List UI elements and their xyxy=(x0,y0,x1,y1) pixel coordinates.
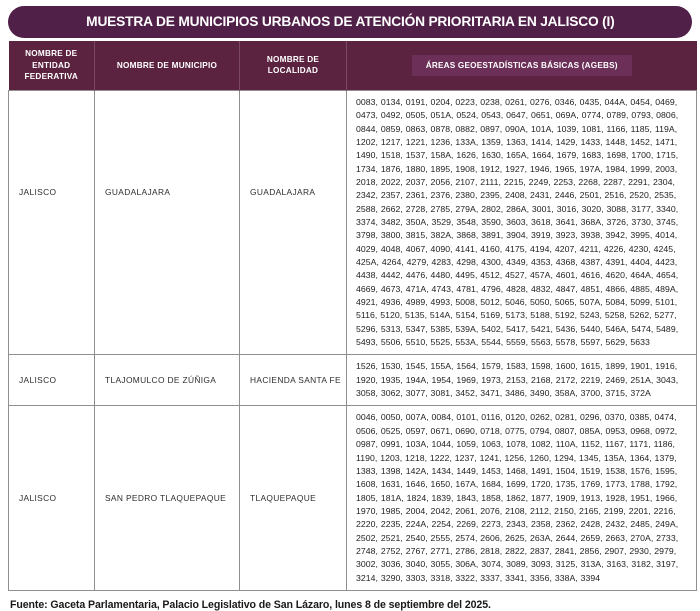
cell-localidad: GUADALAJARA xyxy=(240,90,347,355)
cell-agebs: 0083, 0134, 0191, 0204, 0223, 0238, 0261, 0276, 0346, 0435, 044A, 0454, 0469, 0473, 0492, 0505, 051A, 0524, 0543, 0647, 0651, 069A, 0774, 0789, 0793, 0806, 0844, 0859, 0863, 0878, 0882, 0897, 090A, 101A, 1039, 1081, 1166, 1185, 119A, 1202, 1217, 1221, 1236, 133A, 1359, 1363, 1414, 1429, 1433, 1448, 1452, 1471, 1490, 1518, 1537, 158A, 1626, 1630, 165A, 1664, 1679, 1683, 1698, 1700, 1715, 1734, 1876, 1880, 1895, 1908, 1912, 1927, 1946, 1965, 197A, 1984, 1999, 2003, 2018, 2022, 2037, 2056, 2107, 2111, 2215, 2249, 2253, 2268, 2287, 2291, 2304, 2342, 2357, 2361, 2376, 2380, 2395, 2408, 2431, 2446, 2501, 2516, 2520, 2535, 2588, 2662, 2728, 2785, 279A, 2802, 286A, 3001, 3016, 3020, 3088, 3177, 3340, 3374, 3482, 350A, 3529, 3548, 3590, 3603, 3618, 3641, 368A, 3726, 3730, 3745, 3798, 3800, 3815, 382A, 3868, 3891, 3904, 3919, 3923, 3938, 3942, 3995, 4014, 4029, 4048, 4067, 4090, 4141, 4160, 4175, 4194, 4207, 4211, 4226, 4230, 4245, 425A, 4264, 4279, 4283, 4298, 4300, 4349, 4353, 4368, 4387, 4391, 4404, 4423, 4438, 4442, 4476, 4480, 4495, 4512, 4527, 457A, 4601, 4616, 4620, 464A, 4654, 4669, 4673, 471A, 4743, 4781, 4796, 4828, 4832, 4847, 4851, 4866, 4885, 489A, 4921, 4936, 4989, 4993, 5008, 5012, 5046, 5050, 5065, 507A, 5084, 5099, 5101, 5116, 5120, 5135, 514A, 5154, 5169, 5173, 5188, 5192, 5243, 5258, 5262, 5277, 5296, 5313, 5347, 5385, 539A, 5402, 5417, 5421, 5436, 5440, 546A, 5474, 5489, 5493, 5506, 5510, 5525, 553A, 5544, 5559, 5563, 5578, 5597, 5629, 5633 xyxy=(347,90,697,355)
table-header xyxy=(9,41,697,90)
cell-localidad: TLAQUEPAQUE xyxy=(240,406,347,590)
cell-municipio: SAN PEDRO TLAQUEPAQUE xyxy=(95,406,240,590)
column-header-agebs-chip: ÁREAS GEOESTADÍSTICAS BÁSICAS (AGEBS) xyxy=(412,55,632,77)
table-row xyxy=(9,406,697,590)
cell-localidad: HACIENDA SANTA FE xyxy=(240,355,347,406)
cell-agebs: 0046, 0050, 007A, 0084, 0101, 0116, 0120, 0262, 0281, 0296, 0370, 0385, 0474, 0506, 0525, 0597, 0671, 0690, 0718, 0775, 0794, 0807, 085A, 0953, 0968, 0972, 0987, 0991, 103A, 1044, 1059, 1063, 1078, 1082, 110A, 1152, 1167, 1171, 1186, 1190, 1203, 1218, 1222, 1237, 1241, 1256, 1260, 1294, 1345, 135A, 1364, 1379, 1383, 1398, 142A, 1434, 1449, 1453, 1468, 1491, 1504, 1519, 1538, 1576, 1595, 1608, 1631, 1646, 1650, 167A, 1684, 1699, 1720, 1735, 1769, 1773, 1788, 1792, 1805, 181A, 1824, 1839, 1843, 1858, 1862, 1877, 1909, 1913, 1928, 1951, 1966, 1970, 1985, 2004, 2042, 2061, 2076, 2108, 2112, 2150, 2165, 2199, 2201, 2216, 2220, 2235, 224A, 2254, 2269, 2273, 2343, 2358, 2362, 2428, 2432, 2485, 249A, 2502, 2521, 2540, 2555, 2574, 2606, 2625, 263A, 2644, 2659, 2663, 270A, 2733, 2748, 2752, 2767, 2771, 2786, 2818, 2822, 2837, 2841, 2856, 2907, 2930, 2979, 3002, 3036, 3040, 3055, 306A, 3074, 3089, 3093, 3125, 313A, 3163, 3182, 3197, 3214, 3290, 3303, 3318, 3322, 3337, 3341, 3356, 338A, 3394 xyxy=(347,406,697,590)
cell-municipio: GUADALAJARA xyxy=(95,90,240,355)
cell-municipio: TLAJOMULCO DE ZÚÑIGA xyxy=(95,355,240,406)
source-footnote: Fuente: Gaceta Parlamentaria, Palacio Legislativo de San Lázaro, lunes 8 de septiembre del 2025. xyxy=(10,598,491,611)
column-header-municipio: NOMBRE DE MUNICIPIO xyxy=(95,41,240,90)
column-header-localidad: NOMBRE DE LOCALIDAD xyxy=(240,41,347,90)
cell-entidad: JALISCO xyxy=(9,90,95,355)
column-header-agebs xyxy=(347,41,697,90)
page-title: MUESTRA DE MUNICIPIOS URBANOS DE ATENCIÓN PRIORITARIA EN JALISCO (I) xyxy=(85,14,615,30)
cell-agebs: 1526, 1530, 1545, 155A, 1564, 1579, 1583, 1598, 1600, 1615, 1899, 1901, 1916, 1920, 1935, 194A, 1954, 1969, 1973, 2153, 2168, 2172, 2219, 2469, 251A, 3043, 3058, 3062, 3077, 3081, 3452, 3471, 3486, 3490, 358A, 3700, 3715, 372A xyxy=(347,355,697,406)
table-body xyxy=(9,90,697,590)
column-header-entidad: NOMBRE DE ENTIDAD FEDERATIVA xyxy=(9,41,95,90)
agebs-table xyxy=(8,41,697,591)
cell-entidad: JALISCO xyxy=(9,406,95,590)
table-header-row xyxy=(9,41,697,90)
table-row xyxy=(9,90,697,355)
table-row xyxy=(9,355,697,406)
document-title-banner xyxy=(8,6,692,38)
cell-entidad: JALISCO xyxy=(9,355,95,406)
